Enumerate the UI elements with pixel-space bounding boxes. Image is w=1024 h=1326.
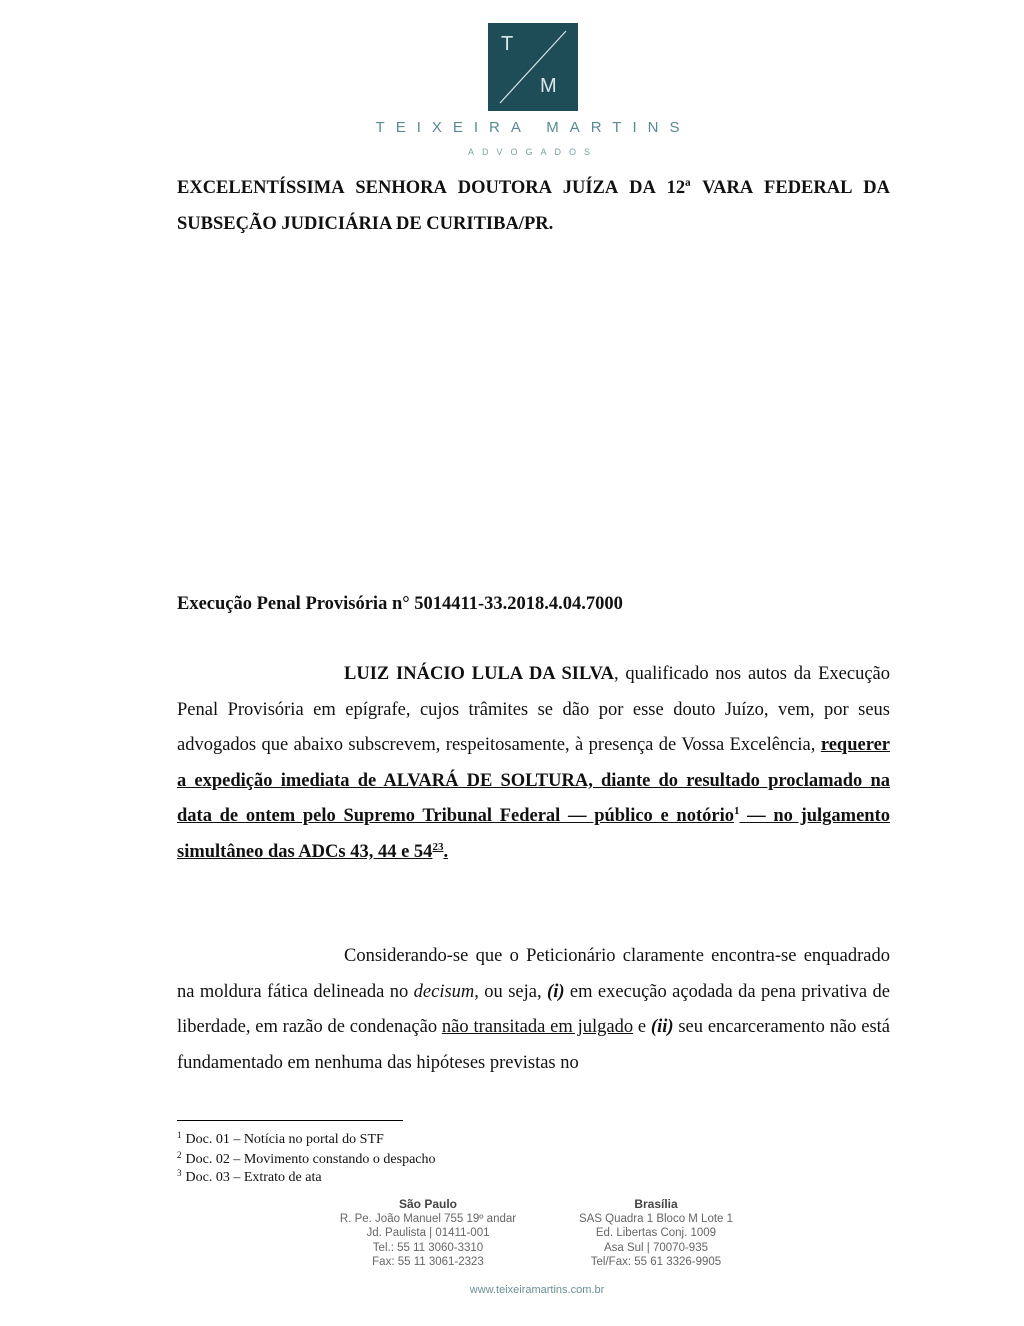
paragraph2-text-e: seu encarceramento não está fundamentado em nenhuma das hipóteses previstas no bbox=[177, 1017, 890, 1073]
footer-sp-line: R. Pe. João Manuel 755 19º andar bbox=[339, 1212, 517, 1225]
request-text: requerer a expedição imediata de ALVARÁ DE SOLTURA, diante do resultado proclamado na data de ontem pelo Supremo Tribunal Federal — público e notório bbox=[177, 735, 890, 827]
footnote-ref-1: 1 bbox=[733, 805, 740, 818]
addressee-heading: EXCELENTÍSSIMA SENHORA DOUTORA JUÍZA DA 12ª VARA FEDERAL DA SUBSEÇÃO JUDICIÁRIA DE CURITIBA/PR. bbox=[177, 178, 890, 234]
firm-logo bbox=[488, 23, 578, 111]
decisum-term: decisum bbox=[413, 981, 475, 1002]
firm-name: TEIXEIRA MARTINS bbox=[375, 119, 691, 136]
footer-city-brasilia: Brasília bbox=[634, 1197, 678, 1211]
footer-website[interactable]: www.teixeiramartins.com.br bbox=[469, 1284, 605, 1296]
logo-letter-t: T bbox=[501, 33, 514, 55]
footnote-2-text: Doc. 02 – Movimento constando o despacho bbox=[185, 1152, 436, 1167]
footnote-1 bbox=[177, 1131, 384, 1148]
petition-paragraph-2 bbox=[177, 939, 890, 1081]
footer-brasilia-address bbox=[546, 1197, 766, 1270]
footnote-3-text: Doc. 03 – Extrato de ata bbox=[185, 1170, 322, 1185]
footer-sp-line: Tel.: 55 11 3060-3310 bbox=[372, 1241, 484, 1254]
footnote-1-number: 1 bbox=[177, 1130, 182, 1140]
footer-bsb-line: Tel/Fax: 55 61 3326-9905 bbox=[590, 1256, 722, 1269]
footnote-divider bbox=[177, 1120, 403, 1121]
petitioner-name: LUIZ INÁCIO LULA DA SILVA bbox=[344, 664, 614, 684]
footnote-2-number: 2 bbox=[177, 1150, 182, 1160]
item-ii-marker: (ii) bbox=[650, 1017, 674, 1038]
footer-bsb-line: Asa Sul | 70070-935 bbox=[603, 1241, 708, 1254]
paragraph1-text: , qualificado nos autos da Execução Penal Provisória em epígrafe, cujos trâmites se dão por esse douto Juízo, vem, por seus advogados que abaixo subscrevem, respeitosamente, à presença de Vossa Excelência, bbox=[177, 664, 890, 756]
footer-sp-line: Fax: 55 11 3061-2323 bbox=[372, 1256, 484, 1269]
petition-paragraph-1 bbox=[177, 657, 890, 871]
firm-subtitle: ADVOGADOS bbox=[467, 147, 598, 157]
paragraph2-text-a: Considerando-se que o Peticionário claramente encontra-se enquadrado na moldura fática delineada no bbox=[177, 946, 890, 1002]
footnote-2 bbox=[177, 1151, 436, 1168]
paragraph2-text-b: , ou seja, bbox=[474, 981, 548, 1002]
process-number: Execução Penal Provisória n° 5014411-33.2018.4.04.7000 bbox=[177, 594, 623, 614]
request-text-continued: — no julgamento simultâneo das ADCs 43, 44 e 54 bbox=[177, 806, 891, 862]
paragraph2-text-c: em execução açodada da pena privativa de liberdade, em razão de condenação bbox=[177, 981, 891, 1038]
footnote-3-number: 3 bbox=[177, 1168, 182, 1178]
footnote-3 bbox=[177, 1169, 322, 1186]
footer-city-sao-paulo: São Paulo bbox=[398, 1197, 457, 1211]
item-i-marker: (i) bbox=[547, 981, 565, 1002]
footer-sp-line: Jd. Paulista | 01411-001 bbox=[366, 1227, 490, 1240]
footnote-1-text: Doc. 01 – Notícia no portal do STF bbox=[185, 1132, 384, 1147]
footnote-ref-2-3: 23 bbox=[432, 840, 444, 853]
not-final-judgment: não transitada em julgado bbox=[441, 1017, 634, 1038]
logo-letter-m: M bbox=[540, 75, 557, 97]
footer-bsb-line: SAS Quadra 1 Bloco M Lote 1 bbox=[578, 1212, 734, 1225]
paragraph2-text-d: e bbox=[633, 1017, 651, 1038]
footer-bsb-line: Ed. Libertas Conj. 1009 bbox=[595, 1227, 717, 1240]
request-end: . bbox=[443, 841, 449, 862]
footer-sao-paulo-address bbox=[318, 1197, 538, 1270]
